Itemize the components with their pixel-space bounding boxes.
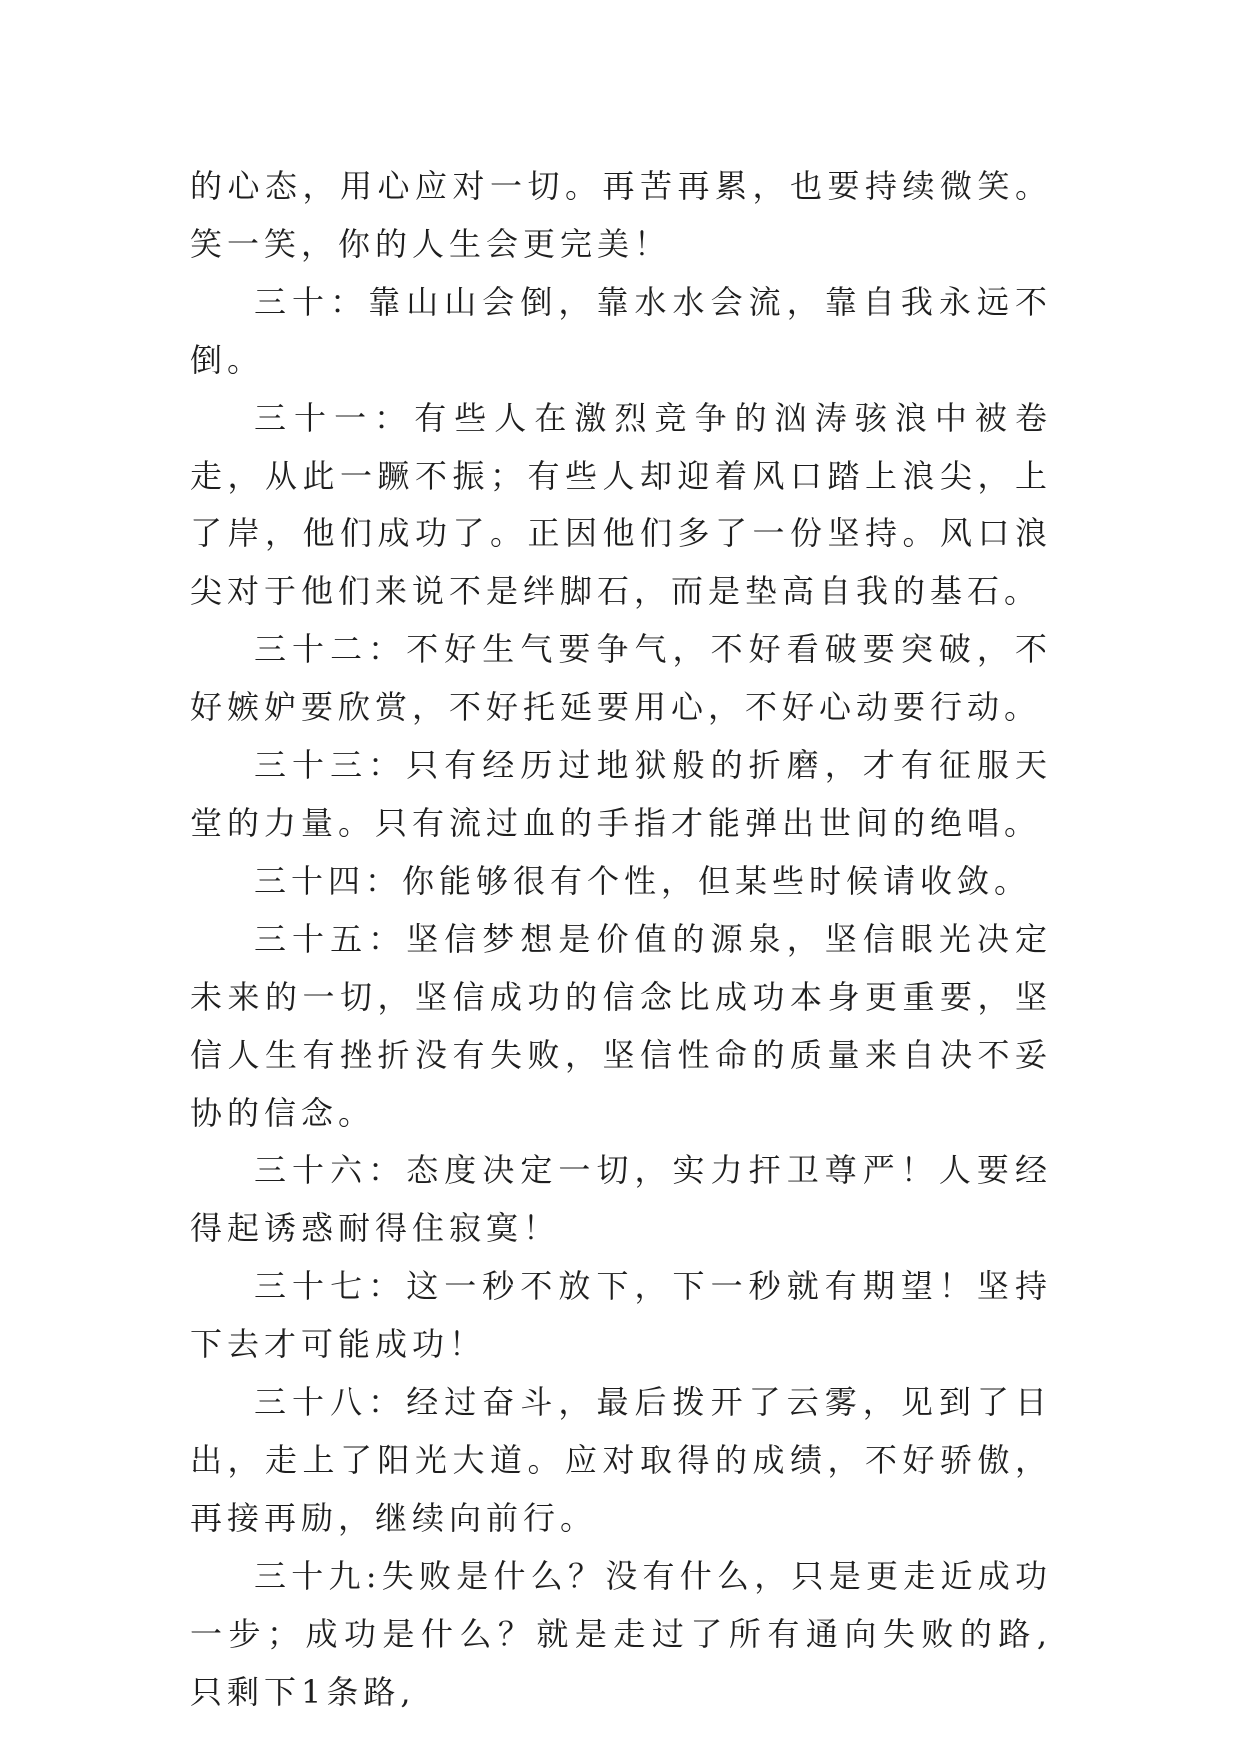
paragraph-36: 三十六：态度决定一切，实力扞卫尊严！人要经得起诱惑耐得住寂寞！ — [190, 1151, 1052, 1248]
paragraph-35: 三十五：坚信梦想是价值的源泉，坚信眼光决定未来的一切，坚信成功的信念比成功本身更重要，坚信人生有挫折没有失败，坚信性命的质量来自决不妥协的信念。 — [190, 919, 1052, 1132]
paragraph-34: 三十四：你能够很有个性，但某些时候请收敛。 — [254, 861, 1032, 900]
paragraph-continued: 的心态，用心应对一切。再苦再累，也要持续微笑。笑一笑，你的人生会更完美！ — [190, 167, 1052, 263]
paragraph-30: 三十：靠山山会倒，靠水水会流，靠自我永远不倒。 — [190, 282, 1052, 379]
paragraph-31: 三十一：有些人在激烈竞争的汹涛骇浪中被卷走，从此一蹶不振；有些人却迎着风口踏上浪尖，上了岸，他们成功了。正因他们多了一份坚持。风口浪尖对于他们来说不是绊脚石，而是垫高自我的基石。 — [190, 398, 1052, 611]
paragraph-39: 三十九:失败是什么？没有什么，只是更走近成功一步；成功是什么？就是走过了所有通向失败的路,只剩下1条路, — [190, 1556, 1052, 1711]
paragraph-37: 三十七：这一秒不放下，下一秒就有期望！坚持下去才可能成功！ — [190, 1267, 1052, 1364]
paragraph-32: 三十二：不好生气要争气，不好看破要突破，不好嫉妒要欣赏，不好托延要用心，不好心动要行动。 — [190, 630, 1052, 727]
paragraph-38: 三十八：经过奋斗，最后拨开了云雾，见到了日出，走上了阳光大道。应对取得的成绩，不好骄傲，再接再励，继续向前行。 — [190, 1383, 1052, 1537]
paragraph-33: 三十三：只有经历过地狱般的折磨，才有征服天堂的力量。只有流过血的手指才能弹出世间的绝唱。 — [190, 746, 1052, 842]
document-body — [190, 158, 1052, 1721]
